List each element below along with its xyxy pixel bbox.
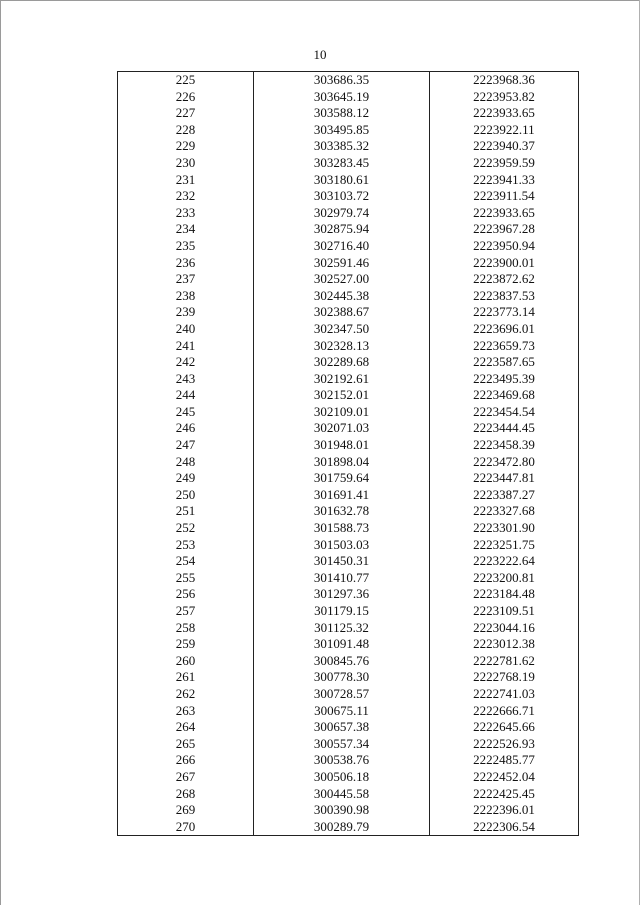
y-coordinate-cell: 2222645.66 — [430, 719, 579, 736]
table-row — [118, 487, 579, 504]
x-coordinate-cell: 300538.76 — [254, 752, 430, 769]
point-number-cell: 255 — [118, 570, 254, 587]
y-coordinate-cell: 2222768.19 — [430, 669, 579, 686]
table-row — [118, 138, 579, 155]
y-coordinate-cell: 2223933.65 — [430, 205, 579, 222]
table-row — [118, 255, 579, 272]
x-coordinate-cell: 301588.73 — [254, 520, 430, 537]
y-coordinate-cell: 2223444.45 — [430, 420, 579, 437]
x-coordinate-cell: 302591.46 — [254, 255, 430, 272]
point-number-cell: 236 — [118, 255, 254, 272]
point-number-cell: 253 — [118, 537, 254, 554]
y-coordinate-cell: 2223837.53 — [430, 288, 579, 305]
point-number-cell: 243 — [118, 371, 254, 388]
point-number-cell: 259 — [118, 636, 254, 653]
x-coordinate-cell: 301179.15 — [254, 603, 430, 620]
table-row — [118, 188, 579, 205]
y-coordinate-cell: 2223940.37 — [430, 138, 579, 155]
x-coordinate-cell: 300506.18 — [254, 769, 430, 786]
table-row — [118, 553, 579, 570]
table-row — [118, 271, 579, 288]
point-number-cell: 234 — [118, 221, 254, 238]
y-coordinate-cell: 2223900.01 — [430, 255, 579, 272]
x-coordinate-cell: 302152.01 — [254, 387, 430, 404]
coordinates-table — [117, 71, 579, 836]
x-coordinate-cell: 300778.30 — [254, 669, 430, 686]
point-number-cell: 270 — [118, 819, 254, 836]
y-coordinate-cell: 2223968.36 — [430, 72, 579, 89]
y-coordinate-cell: 2223472.80 — [430, 454, 579, 471]
x-coordinate-cell: 303588.12 — [254, 105, 430, 122]
point-number-cell: 250 — [118, 487, 254, 504]
x-coordinate-cell: 300675.11 — [254, 703, 430, 720]
point-number-cell: 245 — [118, 404, 254, 421]
y-coordinate-cell: 2223773.14 — [430, 304, 579, 321]
y-coordinate-cell: 2222425.45 — [430, 786, 579, 803]
y-coordinate-cell: 2223933.65 — [430, 105, 579, 122]
point-number-cell: 230 — [118, 155, 254, 172]
x-coordinate-cell: 300728.57 — [254, 686, 430, 703]
table-row — [118, 72, 579, 89]
table-row — [118, 586, 579, 603]
point-number-cell: 267 — [118, 769, 254, 786]
point-number-cell: 239 — [118, 304, 254, 321]
point-number-cell: 242 — [118, 354, 254, 371]
table-row — [118, 404, 579, 421]
y-coordinate-cell: 2223950.94 — [430, 238, 579, 255]
x-coordinate-cell: 303283.45 — [254, 155, 430, 172]
y-coordinate-cell: 2223458.39 — [430, 437, 579, 454]
point-number-cell: 232 — [118, 188, 254, 205]
table-row — [118, 304, 579, 321]
point-number-cell: 261 — [118, 669, 254, 686]
y-coordinate-cell: 2222485.77 — [430, 752, 579, 769]
table-row — [118, 288, 579, 305]
x-coordinate-cell: 301759.64 — [254, 470, 430, 487]
point-number-cell: 241 — [118, 338, 254, 355]
point-number-cell: 227 — [118, 105, 254, 122]
table-row — [118, 321, 579, 338]
point-number-cell: 252 — [118, 520, 254, 537]
x-coordinate-cell: 300657.38 — [254, 719, 430, 736]
table-row — [118, 172, 579, 189]
table-row — [118, 570, 579, 587]
y-coordinate-cell: 2222781.62 — [430, 653, 579, 670]
x-coordinate-cell: 302979.74 — [254, 205, 430, 222]
table-row — [118, 686, 579, 703]
x-coordinate-cell: 302328.13 — [254, 338, 430, 355]
table-row — [118, 620, 579, 637]
table-row — [118, 155, 579, 172]
x-coordinate-cell: 302445.38 — [254, 288, 430, 305]
point-number-cell: 238 — [118, 288, 254, 305]
y-coordinate-cell: 2223922.11 — [430, 122, 579, 139]
y-coordinate-cell: 2223911.54 — [430, 188, 579, 205]
x-coordinate-cell: 300390.98 — [254, 802, 430, 819]
table-row — [118, 387, 579, 404]
y-coordinate-cell: 2223327.68 — [430, 503, 579, 520]
point-number-cell: 248 — [118, 454, 254, 471]
y-coordinate-cell: 2223469.68 — [430, 387, 579, 404]
point-number-cell: 247 — [118, 437, 254, 454]
table-row — [118, 437, 579, 454]
x-coordinate-cell: 302716.40 — [254, 238, 430, 255]
y-coordinate-cell: 2222452.04 — [430, 769, 579, 786]
table-row — [118, 653, 579, 670]
point-number-cell: 262 — [118, 686, 254, 703]
x-coordinate-cell: 302289.68 — [254, 354, 430, 371]
y-coordinate-cell: 2223109.51 — [430, 603, 579, 620]
table-row — [118, 122, 579, 139]
y-coordinate-cell: 2223872.62 — [430, 271, 579, 288]
x-coordinate-cell: 300845.76 — [254, 653, 430, 670]
x-coordinate-cell: 300445.58 — [254, 786, 430, 803]
y-coordinate-cell: 2223044.16 — [430, 620, 579, 637]
y-coordinate-cell: 2222306.54 — [430, 819, 579, 836]
table-row — [118, 205, 579, 222]
x-coordinate-cell: 301450.31 — [254, 553, 430, 570]
coordinates-table-body — [118, 72, 579, 836]
y-coordinate-cell: 2223587.65 — [430, 354, 579, 371]
point-number-cell: 266 — [118, 752, 254, 769]
x-coordinate-cell: 301632.78 — [254, 503, 430, 520]
table-row — [118, 603, 579, 620]
table-row — [118, 752, 579, 769]
point-number-cell: 229 — [118, 138, 254, 155]
x-coordinate-cell: 301691.41 — [254, 487, 430, 504]
point-number-cell: 257 — [118, 603, 254, 620]
table-row — [118, 537, 579, 554]
y-coordinate-cell: 2223200.81 — [430, 570, 579, 587]
point-number-cell: 265 — [118, 736, 254, 753]
y-coordinate-cell: 2222396.01 — [430, 802, 579, 819]
table-row — [118, 89, 579, 106]
x-coordinate-cell: 302875.94 — [254, 221, 430, 238]
x-coordinate-cell: 301503.03 — [254, 537, 430, 554]
table-row — [118, 786, 579, 803]
table-row — [118, 520, 579, 537]
table-row — [118, 819, 579, 836]
x-coordinate-cell: 300557.34 — [254, 736, 430, 753]
x-coordinate-cell: 303103.72 — [254, 188, 430, 205]
x-coordinate-cell: 302071.03 — [254, 420, 430, 437]
table-row — [118, 802, 579, 819]
x-coordinate-cell: 301125.32 — [254, 620, 430, 637]
x-coordinate-cell: 300289.79 — [254, 819, 430, 836]
x-coordinate-cell: 301410.77 — [254, 570, 430, 587]
table-row — [118, 221, 579, 238]
y-coordinate-cell: 2223967.28 — [430, 221, 579, 238]
point-number-cell: 268 — [118, 786, 254, 803]
x-coordinate-cell: 303645.19 — [254, 89, 430, 106]
x-coordinate-cell: 302388.67 — [254, 304, 430, 321]
table-row — [118, 703, 579, 720]
table-row — [118, 338, 579, 355]
x-coordinate-cell: 301898.04 — [254, 454, 430, 471]
table-row — [118, 354, 579, 371]
x-coordinate-cell: 303180.61 — [254, 172, 430, 189]
x-coordinate-cell: 301091.48 — [254, 636, 430, 653]
point-number-cell: 237 — [118, 271, 254, 288]
table-row — [118, 503, 579, 520]
x-coordinate-cell: 303385.32 — [254, 138, 430, 155]
point-number-cell: 254 — [118, 553, 254, 570]
point-number-cell: 233 — [118, 205, 254, 222]
point-number-cell: 226 — [118, 89, 254, 106]
point-number-cell: 231 — [118, 172, 254, 189]
y-coordinate-cell: 2223454.54 — [430, 404, 579, 421]
y-coordinate-cell: 2222526.93 — [430, 736, 579, 753]
point-number-cell: 258 — [118, 620, 254, 637]
x-coordinate-cell: 303495.85 — [254, 122, 430, 139]
y-coordinate-cell: 2223301.90 — [430, 520, 579, 537]
y-coordinate-cell: 2223447.81 — [430, 470, 579, 487]
point-number-cell: 249 — [118, 470, 254, 487]
x-coordinate-cell: 301297.36 — [254, 586, 430, 603]
y-coordinate-cell: 2223387.27 — [430, 487, 579, 504]
table-row — [118, 470, 579, 487]
y-coordinate-cell: 2222666.71 — [430, 703, 579, 720]
point-number-cell: 260 — [118, 653, 254, 670]
point-number-cell: 256 — [118, 586, 254, 603]
y-coordinate-cell: 2223959.59 — [430, 155, 579, 172]
table-row — [118, 636, 579, 653]
y-coordinate-cell: 2222741.03 — [430, 686, 579, 703]
point-number-cell: 269 — [118, 802, 254, 819]
point-number-cell: 235 — [118, 238, 254, 255]
y-coordinate-cell: 2223012.38 — [430, 636, 579, 653]
y-coordinate-cell: 2223941.33 — [430, 172, 579, 189]
table-row — [118, 420, 579, 437]
page-border-left — [0, 0, 1, 905]
y-coordinate-cell: 2223953.82 — [430, 89, 579, 106]
page-number: 10 — [313, 47, 327, 62]
y-coordinate-cell: 2223659.73 — [430, 338, 579, 355]
table-row — [118, 454, 579, 471]
point-number-cell: 264 — [118, 719, 254, 736]
table-row — [118, 769, 579, 786]
y-coordinate-cell: 2223222.64 — [430, 553, 579, 570]
x-coordinate-cell: 301948.01 — [254, 437, 430, 454]
point-number-cell: 240 — [118, 321, 254, 338]
x-coordinate-cell: 302192.61 — [254, 371, 430, 388]
point-number-cell: 246 — [118, 420, 254, 437]
x-coordinate-cell: 302109.01 — [254, 404, 430, 421]
point-number-cell: 244 — [118, 387, 254, 404]
y-coordinate-cell: 2223184.48 — [430, 586, 579, 603]
x-coordinate-cell: 303686.35 — [254, 72, 430, 89]
y-coordinate-cell: 2223251.75 — [430, 537, 579, 554]
point-number-cell: 225 — [118, 72, 254, 89]
y-coordinate-cell: 2223696.01 — [430, 321, 579, 338]
table-row — [118, 371, 579, 388]
x-coordinate-cell: 302347.50 — [254, 321, 430, 338]
table-row — [118, 736, 579, 753]
table-row — [118, 105, 579, 122]
point-number-cell: 263 — [118, 703, 254, 720]
x-coordinate-cell: 302527.00 — [254, 271, 430, 288]
table-row — [118, 238, 579, 255]
table-row — [118, 669, 579, 686]
point-number-cell: 228 — [118, 122, 254, 139]
y-coordinate-cell: 2223495.39 — [430, 371, 579, 388]
table-row — [118, 719, 579, 736]
point-number-cell: 251 — [118, 503, 254, 520]
page-border-top — [0, 0, 640, 1]
